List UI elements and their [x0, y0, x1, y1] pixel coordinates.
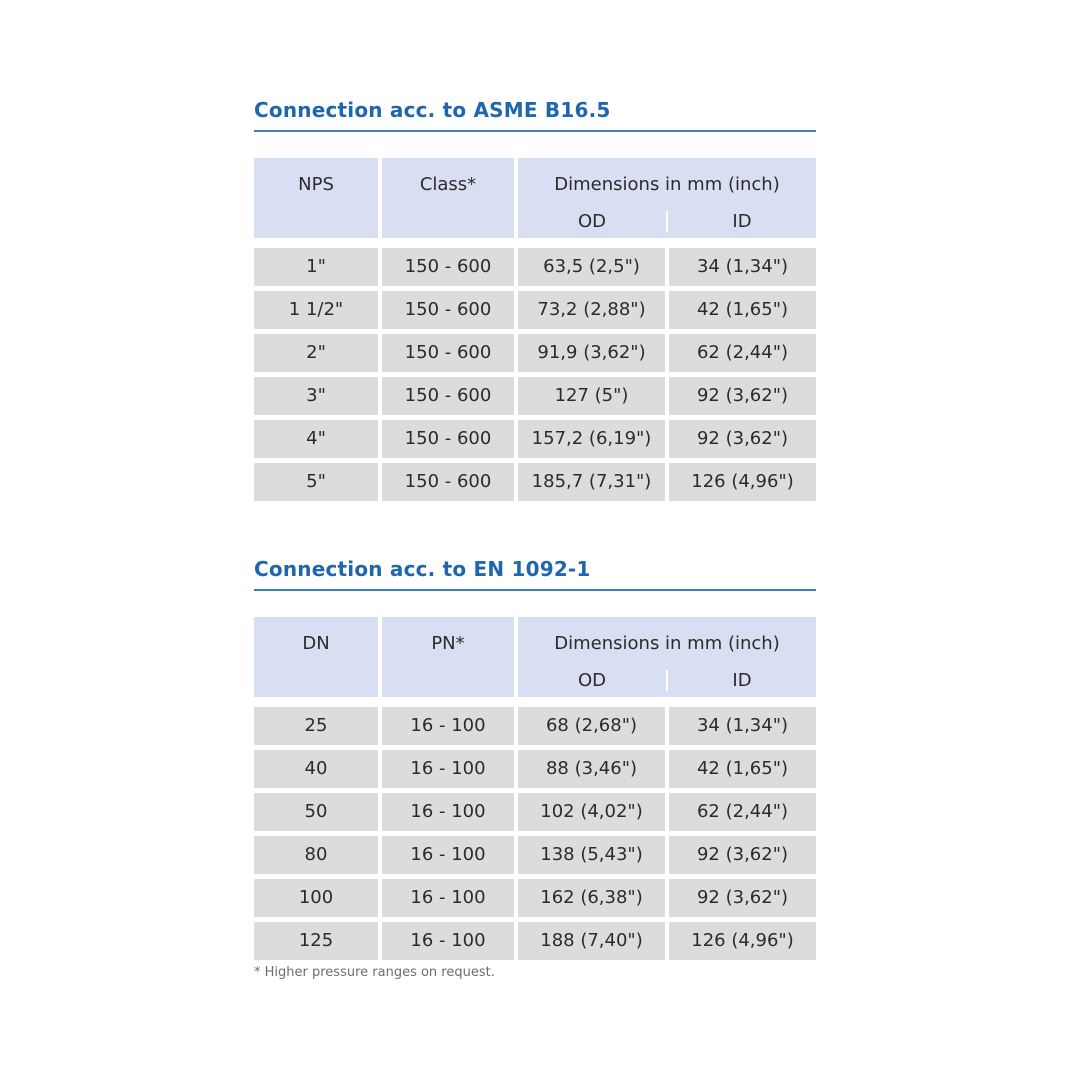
table-row	[254, 793, 816, 831]
header-class: Class*	[382, 158, 514, 238]
header-pn: PN*	[382, 617, 514, 697]
table-row	[254, 463, 816, 501]
od-cell: 127 (5")	[518, 377, 665, 415]
asme-section	[254, 98, 816, 506]
table-row	[254, 750, 816, 788]
size-cell: 25	[254, 707, 378, 745]
id-cell: 62 (2,44")	[669, 334, 816, 372]
rating-cell: 150 - 600	[382, 377, 514, 415]
asme-table-header	[254, 158, 816, 238]
od-cell: 102 (4,02")	[518, 793, 665, 831]
rating-cell: 150 - 600	[382, 420, 514, 458]
rating-cell: 16 - 100	[382, 750, 514, 788]
od-cell: 157,2 (6,19")	[518, 420, 665, 458]
table-row	[254, 707, 816, 745]
rating-cell: 150 - 600	[382, 248, 514, 286]
id-cell: 92 (3,62")	[669, 377, 816, 415]
en-table	[254, 617, 816, 960]
header-dimensions-label: Dimensions in mm (inch)	[554, 174, 780, 195]
size-cell: 4"	[254, 420, 378, 458]
size-cell: 3"	[254, 377, 378, 415]
table-row	[254, 922, 816, 960]
header-dimensions	[518, 617, 816, 697]
table-row	[254, 248, 816, 286]
size-cell: 1 1/2"	[254, 291, 378, 329]
header-od: OD	[518, 670, 668, 691]
id-cell: 92 (3,62")	[669, 879, 816, 917]
size-cell: 50	[254, 793, 378, 831]
id-cell: 42 (1,65")	[669, 291, 816, 329]
size-cell: 2"	[254, 334, 378, 372]
rating-cell: 16 - 100	[382, 922, 514, 960]
header-od: OD	[518, 211, 668, 232]
size-cell: 40	[254, 750, 378, 788]
rating-cell: 16 - 100	[382, 836, 514, 874]
id-cell: 34 (1,34")	[669, 248, 816, 286]
header-id: ID	[732, 211, 752, 232]
table-row	[254, 836, 816, 874]
od-cell: 162 (6,38")	[518, 879, 665, 917]
asme-table	[254, 158, 816, 501]
header-dn: DN	[254, 617, 378, 697]
en-section	[254, 557, 816, 965]
id-cell: 126 (4,96")	[669, 463, 816, 501]
id-cell: 34 (1,34")	[669, 707, 816, 745]
size-cell: 5"	[254, 463, 378, 501]
asme-table-body	[254, 248, 816, 501]
asme-section-title: Connection acc. to ASME B16.5	[254, 98, 816, 132]
size-cell: 80	[254, 836, 378, 874]
id-cell: 92 (3,62")	[669, 836, 816, 874]
rating-cell: 16 - 100	[382, 707, 514, 745]
rating-cell: 150 - 600	[382, 291, 514, 329]
header-dimensions-label: Dimensions in mm (inch)	[554, 633, 780, 654]
size-cell: 100	[254, 879, 378, 917]
id-cell: 126 (4,96")	[669, 922, 816, 960]
size-cell: 1"	[254, 248, 378, 286]
od-cell: 185,7 (7,31")	[518, 463, 665, 501]
id-cell: 42 (1,65")	[669, 750, 816, 788]
header-nps: NPS	[254, 158, 378, 238]
table-row	[254, 420, 816, 458]
table-row	[254, 334, 816, 372]
en-section-title: Connection acc. to EN 1092-1	[254, 557, 816, 591]
od-cell: 73,2 (2,88")	[518, 291, 665, 329]
en-table-header	[254, 617, 816, 697]
rating-cell: 16 - 100	[382, 793, 514, 831]
od-cell: 63,5 (2,5")	[518, 248, 665, 286]
od-cell: 88 (3,46")	[518, 750, 665, 788]
id-cell: 92 (3,62")	[669, 420, 816, 458]
header-dimensions	[518, 158, 816, 238]
table-row	[254, 377, 816, 415]
rating-cell: 16 - 100	[382, 879, 514, 917]
rating-cell: 150 - 600	[382, 334, 514, 372]
size-cell: 125	[254, 922, 378, 960]
en-table-body	[254, 707, 816, 960]
table-row	[254, 291, 816, 329]
od-cell: 91,9 (3,62")	[518, 334, 665, 372]
id-cell: 62 (2,44")	[669, 793, 816, 831]
rating-cell: 150 - 600	[382, 463, 514, 501]
table-row	[254, 879, 816, 917]
header-id: ID	[732, 670, 752, 691]
od-cell: 188 (7,40")	[518, 922, 665, 960]
footnote: * Higher pressure ranges on request.	[254, 965, 495, 980]
od-cell: 68 (2,68")	[518, 707, 665, 745]
od-cell: 138 (5,43")	[518, 836, 665, 874]
